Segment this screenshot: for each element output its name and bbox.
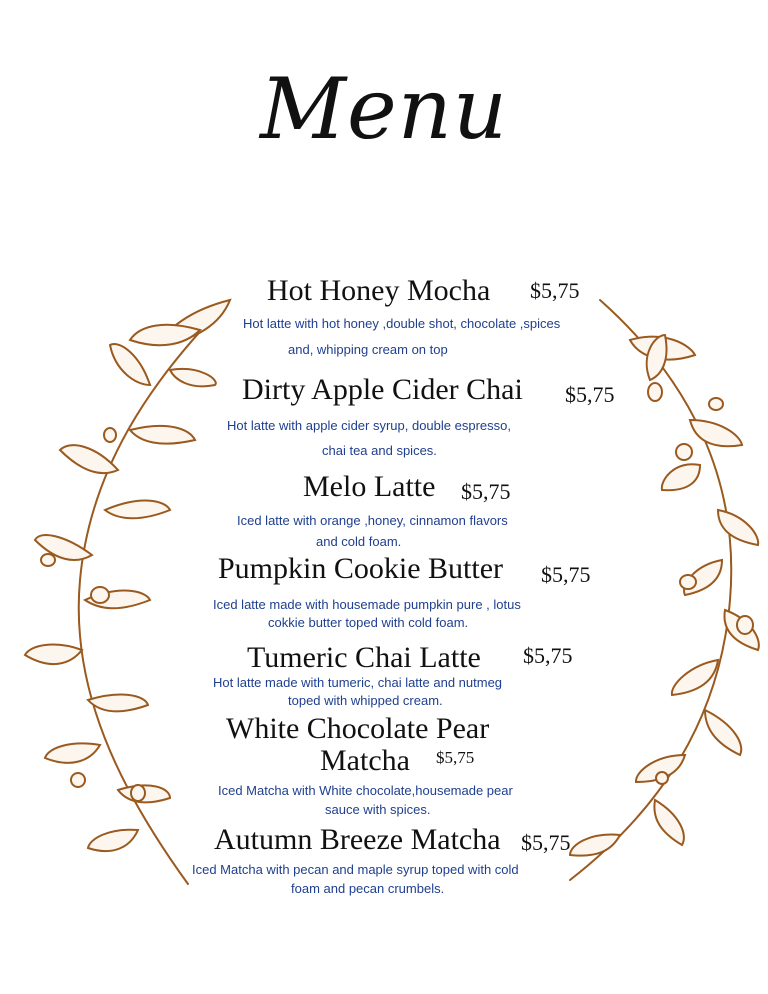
item-description: chai tea and spices.: [322, 443, 437, 458]
item-description: Iced Matcha with White chocolate,housemade pear: [218, 783, 513, 798]
item-description: Iced Matcha with pecan and maple syrup toped with cold: [192, 862, 519, 877]
item-name-tumeric-chai-latte: Tumeric Chai Latte: [247, 641, 481, 674]
item-name-dirty-apple-cider-chai: Dirty Apple Cider Chai: [242, 373, 523, 406]
item-name-white-chocolate-pear-matcha: White Chocolate Pear: [226, 712, 490, 745]
item-description: cokkie butter toped with cold foam.: [268, 615, 469, 630]
item-description: and, whipping cream on top: [288, 342, 448, 357]
item-price: $5,75: [565, 382, 615, 407]
item-description: Hot latte made with tumeric, chai latte and nutmeg: [213, 675, 503, 690]
item-price: $5,75: [521, 830, 571, 855]
item-price: $5,75: [523, 643, 573, 668]
item-price: $5,75: [530, 278, 580, 303]
menu-title: Menu: [260, 60, 508, 158]
item-description: Hot latte with apple cider syrup, double espresso,: [227, 418, 511, 433]
item-name-melo-latte: Melo Latte: [303, 470, 436, 503]
item-price: $5,75: [461, 479, 511, 504]
item-description: Iced latte made with housemade pumpkin pure , lotus: [213, 597, 521, 612]
item-description: and cold foam.: [316, 534, 402, 549]
item-description: toped with whipped cream.: [288, 693, 443, 708]
item-name-pumpkin-cookie-butter: Pumpkin Cookie Butter: [218, 552, 503, 585]
item-name-white-chocolate-pear-matcha-line2: Matcha: [320, 744, 410, 777]
item-description: Iced latte with orange ,honey, cinnamon flavors: [237, 513, 508, 528]
item-description: sauce with spices.: [325, 802, 431, 817]
item-price: $5,75: [436, 748, 475, 767]
item-description: Hot latte with hot honey ,double shot, chocolate ,spices: [243, 316, 561, 331]
item-name-hot-honey-mocha: Hot Honey Mocha: [267, 274, 491, 307]
item-description: foam and pecan crumbels.: [291, 881, 445, 896]
item-name-autumn-breeze-matcha: Autumn Breeze Matcha: [214, 823, 501, 856]
item-price: $5,75: [541, 562, 591, 587]
